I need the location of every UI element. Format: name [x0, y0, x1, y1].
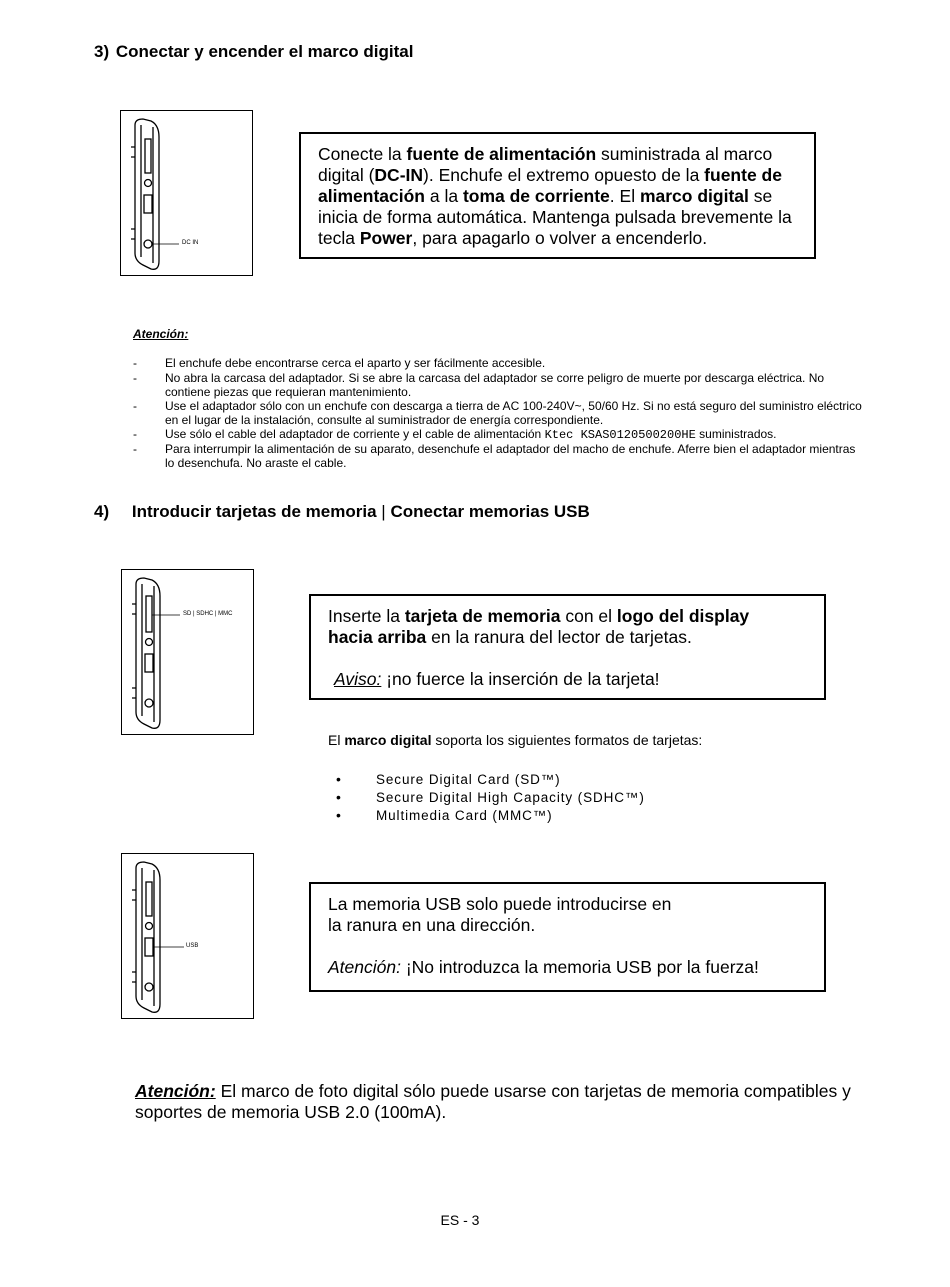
bullet: • — [336, 807, 341, 823]
list-dash: - — [133, 427, 137, 441]
power-instructions-box — [299, 132, 816, 259]
section-4-heading — [94, 502, 590, 522]
device-side-figure-card-slot — [121, 569, 254, 735]
note-text: El marco de foto digital sólo puede usarse con tarjetas de memoria compatibles y soportes de memoria USB 2.0 (100mA). — [135, 1081, 851, 1122]
card-notice — [328, 669, 794, 690]
note-label: Atención: — [135, 1081, 216, 1101]
list-dash: - — [133, 356, 137, 370]
text: suministrados. — [695, 427, 777, 441]
emphasis: tarjeta de memoria — [404, 606, 561, 626]
attention-heading: Atención: — [133, 327, 189, 341]
format-item: Secure Digital Card (SD™) — [376, 772, 561, 787]
text: se inicia de forma automática. Mantenga pulsada brevemente la tecla — [318, 186, 792, 248]
text: con el — [560, 606, 617, 626]
emphasis: Power — [359, 228, 413, 248]
emphasis: DC-IN — [374, 165, 424, 185]
emphasis: marco digital — [639, 186, 749, 206]
emphasis: fuente de alimentación — [406, 144, 597, 164]
device-side-figure-usb — [121, 853, 254, 1019]
section-title: Introducir tarjetas de memoria — [131, 502, 377, 521]
text: Use sólo el cable del adaptador de corriente y el cable de alimentación — [165, 427, 545, 441]
bullet: • — [336, 789, 341, 805]
emphasis: logo del display hacia arriba — [328, 606, 750, 647]
device-side-figure-dcin — [120, 110, 253, 276]
emphasis: marco digital — [344, 732, 432, 748]
usb-line: La memoria USB solo puede introducirse en — [328, 894, 672, 914]
section-number: 4) — [94, 502, 110, 521]
attention-item: Para interrumpir la alimentación de su aparato, desenchufe el adaptador del macho de enchufe. Aferre bien el adaptador mientras lo desenchufa. No araste el cable. — [165, 442, 856, 470]
text: . El — [609, 186, 640, 206]
text: Inserte la — [328, 606, 405, 626]
card-insert-text — [328, 606, 794, 648]
emphasis: fuente de alimentación — [318, 165, 782, 206]
list-dash: - — [133, 399, 137, 413]
card-slot-label: SD | SDHC | MMC — [183, 611, 233, 617]
text: suministrada al marco digital ( — [318, 144, 773, 185]
format-item: Secure Digital High Capacity (SDHC™) — [376, 790, 645, 805]
text: , para apagarlo o volver a encenderlo. — [412, 228, 708, 248]
list-dash: - — [133, 371, 137, 385]
usb-port-label: USB — [186, 943, 199, 949]
attention-item — [165, 427, 865, 442]
notice-text: ¡no fuerce la inserción de la tarjeta! — [381, 669, 660, 689]
final-attention-note — [135, 1081, 870, 1123]
section-number: 3) — [94, 42, 110, 61]
warning-label: Atención: — [328, 957, 401, 977]
text: El — [328, 732, 345, 748]
section-title: Conectar memorias USB — [390, 502, 590, 521]
formats-intro — [328, 732, 702, 748]
usb-insert-box — [309, 882, 826, 992]
text: a la — [424, 186, 463, 206]
attention-item: No abra la carcasa del adaptador. Si se abre la carcasa del adaptador se corre peligro de muerte por descarga eléctrica. No contiene piezas que requieran mantenimiento. — [165, 371, 825, 399]
section-3-heading — [94, 42, 413, 62]
section-title: Conectar y encender el marco digital — [115, 42, 414, 61]
title-separator: | — [381, 502, 386, 521]
warning-text: ¡No introduzca la memoria USB por la fuerza! — [400, 957, 759, 977]
usb-warning — [328, 957, 804, 978]
format-item: Multimedia Card (MMC™) — [376, 808, 553, 823]
card-insert-box — [309, 594, 826, 700]
text: soporta los siguientes formatos de tarjetas: — [431, 732, 703, 748]
notice-label: Aviso: — [334, 669, 382, 689]
adapter-model: Ktec KSAS0120500200HE — [544, 428, 696, 442]
text: ). Enchufe el extremo opuesto de la — [423, 165, 705, 185]
dcin-port-label: DC IN — [182, 240, 199, 246]
bullet: • — [336, 771, 341, 787]
attention-item: Use el adaptador sólo con un enchufe con descarga a tierra de AC 100-240V~, 50/60 Hz. Si no está seguro del suministro eléctrico en el lugar de la instalación, consulte al suministrador de energía correspondiente. — [165, 399, 862, 427]
page-number: ES - 3 — [440, 1212, 480, 1228]
list-dash: - — [133, 442, 137, 456]
usb-line: la ranura en una dirección. — [328, 915, 536, 935]
emphasis: toma de corriente — [462, 186, 610, 206]
text: en la ranura del lector de tarjetas. — [426, 627, 692, 647]
text: Conecte la — [318, 144, 407, 164]
attention-item: El enchufe debe encontrarse cerca el aparto y ser fácilmente accesible. — [165, 356, 546, 370]
